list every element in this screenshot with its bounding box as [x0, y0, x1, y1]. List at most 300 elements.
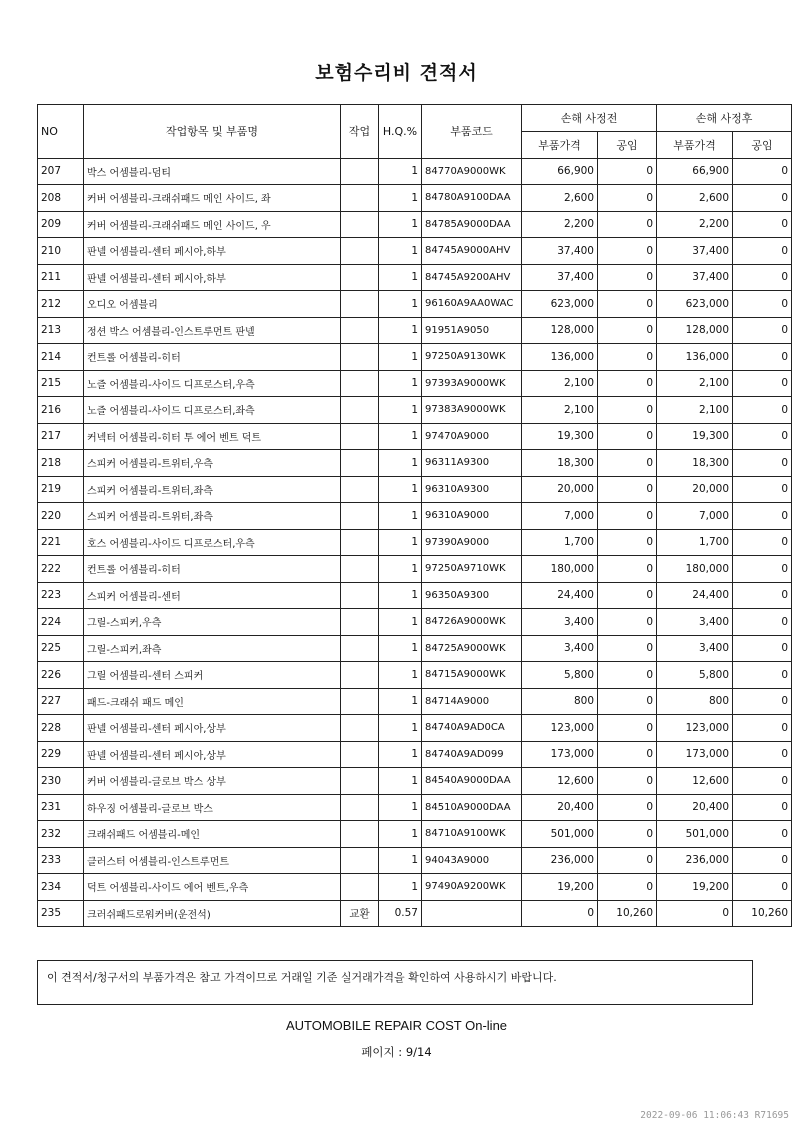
- labor-after: 0: [733, 768, 792, 795]
- labor-after: 0: [733, 847, 792, 874]
- work-type: [341, 874, 379, 901]
- row-no: 225: [38, 635, 84, 662]
- table-row: [38, 900, 792, 927]
- item-name: 크러쉬패드로워커버(운전석): [84, 900, 341, 927]
- labor-before: 0: [598, 423, 657, 450]
- part-price-after: 37,400: [657, 264, 733, 291]
- hq-value: 1: [379, 874, 422, 901]
- part-price-before: 1,700: [522, 529, 598, 556]
- hq-value: 1: [379, 609, 422, 636]
- labor-after: 0: [733, 582, 792, 609]
- labor-after: 0: [733, 317, 792, 344]
- table-row: [38, 476, 792, 503]
- part-price-before: 2,600: [522, 185, 598, 212]
- header-labor-before: 공임: [598, 132, 657, 159]
- work-type: [341, 370, 379, 397]
- part-price-before: 623,000: [522, 291, 598, 318]
- hq-value: 1: [379, 423, 422, 450]
- item-name: 덕트 어셈블리-사이드 에어 벤트,우측: [84, 874, 341, 901]
- labor-before: 0: [598, 503, 657, 530]
- header-price-before: 부품가격: [522, 132, 598, 159]
- item-name: 컨트롤 어셈블리-히터: [84, 556, 341, 583]
- row-no: 226: [38, 662, 84, 689]
- row-no: 219: [38, 476, 84, 503]
- part-code: 97250A9130WK: [422, 344, 522, 371]
- part-price-after: 2,600: [657, 185, 733, 212]
- item-name: 박스 어셈블리-덤티: [84, 158, 341, 185]
- hq-value: 1: [379, 238, 422, 265]
- part-code: 96310A9300: [422, 476, 522, 503]
- part-price-after: 19,200: [657, 874, 733, 901]
- labor-before: 0: [598, 370, 657, 397]
- work-type: [341, 529, 379, 556]
- hq-value: 1: [379, 529, 422, 556]
- hq-value: 1: [379, 450, 422, 477]
- header-work: 작업: [341, 105, 379, 159]
- labor-before: 0: [598, 264, 657, 291]
- hq-value: 1: [379, 503, 422, 530]
- item-name: 스피커 어셈블리-트위터,좌측: [84, 503, 341, 530]
- item-name: 오디오 어셈블리: [84, 291, 341, 318]
- labor-before: 0: [598, 741, 657, 768]
- row-no: 215: [38, 370, 84, 397]
- part-price-after: 236,000: [657, 847, 733, 874]
- labor-after: 0: [733, 609, 792, 636]
- table-row: [38, 503, 792, 530]
- part-price-before: 128,000: [522, 317, 598, 344]
- item-name: 스피커 어셈블리-트위터,우측: [84, 450, 341, 477]
- part-price-before: 123,000: [522, 715, 598, 742]
- part-price-after: 3,400: [657, 635, 733, 662]
- part-price-before: 501,000: [522, 821, 598, 848]
- part-price-after: 123,000: [657, 715, 733, 742]
- table-row: [38, 874, 792, 901]
- work-type: [341, 556, 379, 583]
- labor-before: 0: [598, 556, 657, 583]
- item-name: 호스 어셈블리-사이드 디프로스터,우측: [84, 529, 341, 556]
- row-no: 213: [38, 317, 84, 344]
- row-no: 233: [38, 847, 84, 874]
- item-name: 정션 박스 어셈블리-인스트루먼트 판넬: [84, 317, 341, 344]
- labor-before: 0: [598, 158, 657, 185]
- part-price-after: 3,400: [657, 609, 733, 636]
- row-no: 207: [38, 158, 84, 185]
- work-type: [341, 688, 379, 715]
- hq-value: 1: [379, 635, 422, 662]
- hq-value: 1: [379, 476, 422, 503]
- table-row: [38, 158, 792, 185]
- timestamp: 2022-09-06 11:06:43 R71695: [640, 1110, 789, 1121]
- work-type: 교환: [341, 900, 379, 927]
- row-no: 223: [38, 582, 84, 609]
- hq-value: 1: [379, 715, 422, 742]
- labor-after: 0: [733, 450, 792, 477]
- labor-after: 0: [733, 794, 792, 821]
- labor-after: 0: [733, 370, 792, 397]
- part-price-after: 66,900: [657, 158, 733, 185]
- item-name: 커넥터 어셈블리-히터 투 에어 벤트 덕트: [84, 423, 341, 450]
- part-price-after: 20,400: [657, 794, 733, 821]
- table-row: [38, 423, 792, 450]
- work-type: [341, 344, 379, 371]
- labor-before: 0: [598, 609, 657, 636]
- labor-after: 0: [733, 635, 792, 662]
- labor-after: 0: [733, 741, 792, 768]
- item-name: 그릴-스피커,좌측: [84, 635, 341, 662]
- part-code: 84785A9000DAA: [422, 211, 522, 238]
- work-type: [341, 609, 379, 636]
- part-code: 84710A9100WK: [422, 821, 522, 848]
- row-no: 234: [38, 874, 84, 901]
- item-name: 하우징 어셈블리-글로브 박스: [84, 794, 341, 821]
- part-price-after: 501,000: [657, 821, 733, 848]
- part-price-before: 2,100: [522, 397, 598, 424]
- labor-after: 10,260: [733, 900, 792, 927]
- labor-before: 0: [598, 344, 657, 371]
- part-code: 84510A9000DAA: [422, 794, 522, 821]
- row-no: 209: [38, 211, 84, 238]
- part-price-before: 12,600: [522, 768, 598, 795]
- part-price-after: 19,300: [657, 423, 733, 450]
- hq-value: 0.57: [379, 900, 422, 927]
- part-code: 84726A9000WK: [422, 609, 522, 636]
- labor-before: 0: [598, 688, 657, 715]
- part-price-before: 3,400: [522, 635, 598, 662]
- part-code: 84745A9000AHV: [422, 238, 522, 265]
- row-no: 232: [38, 821, 84, 848]
- work-type: [341, 847, 379, 874]
- table-row: [38, 582, 792, 609]
- labor-after: 0: [733, 556, 792, 583]
- part-price-before: 20,400: [522, 794, 598, 821]
- item-name: 크래쉬패드 어셈블리-메인: [84, 821, 341, 848]
- header-after-group: 손해 사정후: [657, 105, 792, 132]
- row-no: 212: [38, 291, 84, 318]
- part-price-after: 0: [657, 900, 733, 927]
- part-price-before: 2,200: [522, 211, 598, 238]
- row-no: 216: [38, 397, 84, 424]
- part-price-after: 5,800: [657, 662, 733, 689]
- labor-after: 0: [733, 821, 792, 848]
- table-row: [38, 211, 792, 238]
- part-code: 97490A9200WK: [422, 874, 522, 901]
- hq-value: 1: [379, 317, 422, 344]
- table-row: [38, 264, 792, 291]
- part-price-after: 136,000: [657, 344, 733, 371]
- labor-after: 0: [733, 688, 792, 715]
- item-name: 노즐 어셈블리-사이드 디프로스터,좌측: [84, 397, 341, 424]
- estimate-table: [37, 104, 792, 927]
- labor-after: 0: [733, 397, 792, 424]
- part-price-before: 0: [522, 900, 598, 927]
- price-notice: 이 견적서/청구서의 부품가격은 참고 가격이므로 거래일 기준 실거래가격을 확인하여 사용하시기 바랍니다.: [37, 960, 753, 1005]
- part-price-before: 136,000: [522, 344, 598, 371]
- part-price-before: 19,200: [522, 874, 598, 901]
- row-no: 218: [38, 450, 84, 477]
- hq-value: 1: [379, 662, 422, 689]
- part-code: 84715A9000WK: [422, 662, 522, 689]
- labor-after: 0: [733, 264, 792, 291]
- hq-value: 1: [379, 397, 422, 424]
- labor-after: 0: [733, 211, 792, 238]
- table-row: [38, 635, 792, 662]
- hq-value: 1: [379, 185, 422, 212]
- labor-after: 0: [733, 291, 792, 318]
- header-item: 작업항목 및 부품명: [84, 105, 341, 159]
- table-row: [38, 609, 792, 636]
- item-name: 판넬 어셈블리-센터 페시아,상부: [84, 715, 341, 742]
- table-row: [38, 847, 792, 874]
- table-row: [38, 688, 792, 715]
- work-type: [341, 768, 379, 795]
- work-type: [341, 741, 379, 768]
- labor-before: 10,260: [598, 900, 657, 927]
- item-name: 컨트롤 어셈블리-히터: [84, 344, 341, 371]
- part-price-after: 24,400: [657, 582, 733, 609]
- row-no: 217: [38, 423, 84, 450]
- part-price-before: 37,400: [522, 238, 598, 265]
- labor-after: 0: [733, 662, 792, 689]
- part-price-after: 37,400: [657, 238, 733, 265]
- labor-before: 0: [598, 397, 657, 424]
- part-code: 96160A9AA0WAC: [422, 291, 522, 318]
- part-price-before: 3,400: [522, 609, 598, 636]
- part-price-after: 2,200: [657, 211, 733, 238]
- part-price-before: 2,100: [522, 370, 598, 397]
- work-type: [341, 821, 379, 848]
- part-price-before: 5,800: [522, 662, 598, 689]
- part-price-before: 173,000: [522, 741, 598, 768]
- item-name: 판넬 어셈블리-센터 페시아,하부: [84, 238, 341, 265]
- labor-before: 0: [598, 662, 657, 689]
- part-code: 96311A9300: [422, 450, 522, 477]
- item-name: 커버 어셈블리-크래쉬패드 메인 사이드, 우: [84, 211, 341, 238]
- footer-title: AUTOMOBILE REPAIR COST On-line: [285, 1018, 508, 1033]
- row-no: 231: [38, 794, 84, 821]
- labor-before: 0: [598, 238, 657, 265]
- part-code: 84770A9000WK: [422, 158, 522, 185]
- part-price-before: 24,400: [522, 582, 598, 609]
- row-no: 220: [38, 503, 84, 530]
- part-code: 97250A9710WK: [422, 556, 522, 583]
- labor-before: 0: [598, 582, 657, 609]
- row-no: 211: [38, 264, 84, 291]
- work-type: [341, 635, 379, 662]
- row-no: 224: [38, 609, 84, 636]
- hq-value: 1: [379, 847, 422, 874]
- part-price-after: 173,000: [657, 741, 733, 768]
- hq-value: 1: [379, 158, 422, 185]
- work-type: [341, 211, 379, 238]
- part-price-before: 66,900: [522, 158, 598, 185]
- item-name: 그릴 어셈블리-센터 스피커: [84, 662, 341, 689]
- hq-value: 1: [379, 768, 422, 795]
- work-type: [341, 158, 379, 185]
- hq-value: 1: [379, 370, 422, 397]
- work-type: [341, 476, 379, 503]
- labor-after: 0: [733, 423, 792, 450]
- part-code: 96350A9300: [422, 582, 522, 609]
- row-no: 210: [38, 238, 84, 265]
- part-code: 84740A9AD0CA: [422, 715, 522, 742]
- table-row: [38, 794, 792, 821]
- table-row: [38, 185, 792, 212]
- labor-after: 0: [733, 476, 792, 503]
- work-type: [341, 503, 379, 530]
- labor-before: 0: [598, 874, 657, 901]
- item-name: 스피커 어셈블리-센터: [84, 582, 341, 609]
- work-type: [341, 450, 379, 477]
- part-price-before: 7,000: [522, 503, 598, 530]
- table-row: [38, 821, 792, 848]
- labor-after: 0: [733, 238, 792, 265]
- row-no: 228: [38, 715, 84, 742]
- header-before-group: 손해 사정전: [522, 105, 657, 132]
- row-no: 227: [38, 688, 84, 715]
- table-row: [38, 715, 792, 742]
- labor-after: 0: [733, 715, 792, 742]
- hq-value: 1: [379, 688, 422, 715]
- labor-before: 0: [598, 821, 657, 848]
- part-price-before: 236,000: [522, 847, 598, 874]
- header-hq: H.Q.%: [379, 105, 422, 159]
- row-no: 221: [38, 529, 84, 556]
- work-type: [341, 185, 379, 212]
- part-code: 97390A9000: [422, 529, 522, 556]
- labor-before: 0: [598, 847, 657, 874]
- row-no: 230: [38, 768, 84, 795]
- labor-after: 0: [733, 503, 792, 530]
- part-price-after: 7,000: [657, 503, 733, 530]
- table-row: [38, 741, 792, 768]
- labor-before: 0: [598, 635, 657, 662]
- item-name: 패드-크래쉬 패드 메인: [84, 688, 341, 715]
- labor-before: 0: [598, 794, 657, 821]
- part-code: 84745A9200AHV: [422, 264, 522, 291]
- table-row: [38, 370, 792, 397]
- item-name: 스피커 어셈블리-트위터,좌측: [84, 476, 341, 503]
- page-indicator: 페이지 : 9/14: [361, 1045, 432, 1059]
- part-code: 84740A9AD099: [422, 741, 522, 768]
- labor-before: 0: [598, 317, 657, 344]
- header-code: 부품코드: [422, 105, 522, 159]
- part-code: 94043A9000: [422, 847, 522, 874]
- part-price-before: 800: [522, 688, 598, 715]
- part-price-after: 180,000: [657, 556, 733, 583]
- table-row: [38, 317, 792, 344]
- part-price-before: 19,300: [522, 423, 598, 450]
- row-no: 208: [38, 185, 84, 212]
- work-type: [341, 291, 379, 318]
- table-row: [38, 344, 792, 371]
- labor-after: 0: [733, 344, 792, 371]
- part-code: 84714A9000: [422, 688, 522, 715]
- part-price-before: 20,000: [522, 476, 598, 503]
- hq-value: 1: [379, 211, 422, 238]
- part-price-after: 2,100: [657, 397, 733, 424]
- work-type: [341, 264, 379, 291]
- row-no: 214: [38, 344, 84, 371]
- labor-before: 0: [598, 450, 657, 477]
- part-price-after: 1,700: [657, 529, 733, 556]
- hq-value: 1: [379, 291, 422, 318]
- labor-after: 0: [733, 185, 792, 212]
- hq-value: 1: [379, 582, 422, 609]
- header-no: NO: [38, 105, 84, 159]
- part-price-after: 2,100: [657, 370, 733, 397]
- hq-value: 1: [379, 556, 422, 583]
- labor-after: 0: [733, 874, 792, 901]
- labor-before: 0: [598, 768, 657, 795]
- item-name: 노즐 어셈블리-사이드 디프로스터,우측: [84, 370, 341, 397]
- table-row: [38, 450, 792, 477]
- labor-before: 0: [598, 529, 657, 556]
- item-name: 커버 어셈블리-크래쉬패드 메인 사이드, 좌: [84, 185, 341, 212]
- table-row: [38, 662, 792, 689]
- part-code: 97383A9000WK: [422, 397, 522, 424]
- part-code: [422, 900, 522, 927]
- header-price-after: 부품가격: [657, 132, 733, 159]
- table-row: [38, 238, 792, 265]
- part-code: 97470A9000: [422, 423, 522, 450]
- labor-before: 0: [598, 211, 657, 238]
- item-name: 판넬 어셈블리-센터 페시아,하부: [84, 264, 341, 291]
- hq-value: 1: [379, 264, 422, 291]
- hq-value: 1: [379, 794, 422, 821]
- part-code: 97393A9000WK: [422, 370, 522, 397]
- work-type: [341, 317, 379, 344]
- hq-value: 1: [379, 741, 422, 768]
- part-price-after: 18,300: [657, 450, 733, 477]
- item-name: 그릴-스피커,우측: [84, 609, 341, 636]
- labor-before: 0: [598, 185, 657, 212]
- labor-before: 0: [598, 715, 657, 742]
- labor-before: 0: [598, 476, 657, 503]
- part-price-after: 20,000: [657, 476, 733, 503]
- part-price-before: 180,000: [522, 556, 598, 583]
- part-price-after: 623,000: [657, 291, 733, 318]
- part-price-before: 18,300: [522, 450, 598, 477]
- part-code: 84780A9100DAA: [422, 185, 522, 212]
- hq-value: 1: [379, 821, 422, 848]
- part-price-before: 37,400: [522, 264, 598, 291]
- part-price-after: 800: [657, 688, 733, 715]
- table-row: [38, 397, 792, 424]
- table-row: [38, 529, 792, 556]
- work-type: [341, 397, 379, 424]
- part-price-after: 128,000: [657, 317, 733, 344]
- part-code: 84540A9000DAA: [422, 768, 522, 795]
- part-code: 96310A9000: [422, 503, 522, 530]
- work-type: [341, 238, 379, 265]
- work-type: [341, 423, 379, 450]
- part-code: 84725A9000WK: [422, 635, 522, 662]
- part-code: 91951A9050: [422, 317, 522, 344]
- labor-before: 0: [598, 291, 657, 318]
- labor-after: 0: [733, 158, 792, 185]
- row-no: 229: [38, 741, 84, 768]
- table-row: [38, 768, 792, 795]
- work-type: [341, 715, 379, 742]
- row-no: 235: [38, 900, 84, 927]
- item-name: 판넬 어셈블리-센터 페시아,상부: [84, 741, 341, 768]
- document-title: 보험수리비 견적서: [315, 62, 478, 84]
- header-labor-after: 공임: [733, 132, 792, 159]
- item-name: 커버 어셈블리-글로브 박스 상부: [84, 768, 341, 795]
- table-row: [38, 291, 792, 318]
- labor-after: 0: [733, 529, 792, 556]
- row-no: 222: [38, 556, 84, 583]
